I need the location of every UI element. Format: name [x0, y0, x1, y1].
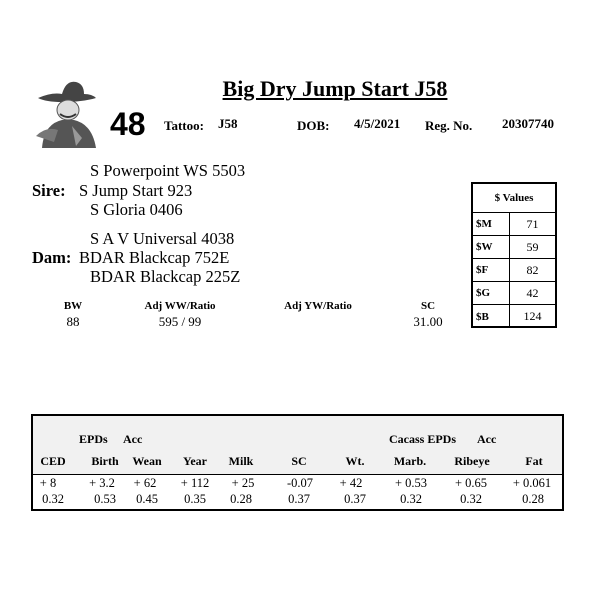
epd-value-year: + 112	[180, 476, 210, 490]
epd-value-ced: + 8	[39, 476, 57, 490]
epd-value-wt: + 42	[339, 476, 363, 490]
dollar-value-row	[473, 259, 555, 282]
dollar-values-table	[471, 182, 557, 328]
acc-value-wt: 0.37	[344, 492, 366, 506]
dob-label: DOB:	[297, 118, 330, 133]
epd-value-milk: + 25	[231, 476, 255, 490]
dollar-value-row	[473, 282, 555, 305]
epd-value-birth: + 3.2	[89, 476, 115, 490]
cowboy-logo-icon	[32, 76, 98, 148]
dam-name: BDAR Blackcap 752E	[79, 248, 230, 267]
dollar-value-row	[473, 305, 555, 328]
dam-sire-name: S A V Universal 4038	[90, 229, 235, 248]
dollar-values-title: $ Values	[473, 184, 555, 213]
col-header-wean: Wean	[132, 454, 162, 468]
dollar-value-row	[473, 236, 555, 259]
col-header-fat: Fat	[525, 454, 543, 468]
dollar-value-row	[473, 213, 555, 236]
adj-ww-header: Adj WW/Ratio	[144, 300, 216, 312]
epd-value-fat: + 0.061	[512, 476, 552, 490]
dollar-value: 59	[526, 239, 539, 254]
sire-sire-name: S Powerpoint WS 5503	[90, 161, 246, 180]
acc-value-ribeye: 0.32	[460, 492, 482, 506]
col-header-sc: SC	[291, 454, 307, 468]
dam-dam-name: BDAR Blackcap 225Z	[90, 267, 241, 286]
acc-value-year: 0.35	[184, 492, 206, 506]
acc-value-marb: 0.32	[400, 492, 422, 506]
adj-yw-header: Adj YW/Ratio	[284, 300, 352, 312]
acc-value-fat: 0.28	[522, 492, 544, 506]
acc-value-milk: 0.28	[230, 492, 252, 506]
acc-value-sc: 0.37	[288, 492, 310, 506]
acc-value-wean: 0.45	[136, 492, 158, 506]
epd-value-sc: -0.07	[286, 476, 314, 490]
col-header-ribeye: Ribeye	[454, 454, 490, 468]
dollar-value-label: $M	[473, 213, 510, 235]
epd-value-ribeye: + 0.65	[454, 476, 488, 490]
epd-value-marb: + 0.53	[394, 476, 428, 490]
col-header-marb: Marb.	[393, 454, 427, 468]
dollar-value-label: $F	[473, 259, 510, 281]
adj-ww-value: 595 / 99	[158, 314, 202, 329]
dollar-value-label: $B	[473, 305, 510, 328]
sire-dam-name: S Gloria 0406	[90, 200, 183, 219]
bw-value: 88	[66, 314, 80, 329]
carcass-acc-label: Acc	[477, 432, 497, 446]
dollar-value-label: $G	[473, 282, 510, 304]
carcass-epds-group-label: Cacass EPDs	[389, 432, 457, 446]
dollar-value-label: $W	[473, 236, 510, 258]
epds-group-label: EPDs	[79, 432, 108, 446]
col-header-wt: Wt.	[345, 454, 365, 468]
tattoo-label: Tattoo:	[164, 118, 204, 133]
dollar-value: 124	[523, 309, 542, 323]
acc-value-birth: 0.53	[94, 492, 116, 506]
col-header-year: Year	[183, 454, 207, 468]
dollar-value: 82	[526, 262, 539, 277]
bw-header: BW	[63, 300, 83, 312]
reg-label: Reg. No.	[425, 118, 473, 133]
animal-name-title: Big Dry Jump Start J58	[222, 76, 448, 101]
epd-value-wean: + 62	[133, 476, 157, 490]
reg-value: 20307740	[502, 116, 554, 131]
col-header-ced: CED	[40, 454, 66, 468]
dob-value: 4/5/2021	[354, 116, 401, 131]
epds-acc-label: Acc	[123, 432, 143, 446]
sire-label: Sire:	[32, 181, 66, 200]
col-header-milk: Milk	[228, 454, 254, 468]
col-header-birth: Birth	[91, 454, 119, 468]
acc-value-ced: 0.32	[42, 492, 64, 506]
dam-label: Dam:	[32, 248, 72, 267]
tattoo-value: J58	[218, 116, 238, 131]
dollar-value: 42	[526, 285, 539, 300]
sc-header: SC	[420, 300, 436, 312]
sire-name: S Jump Start 923	[79, 181, 193, 200]
lot-number: 48	[110, 106, 146, 142]
sc-value: 31.00	[413, 314, 443, 329]
dollar-value: 71	[526, 216, 539, 231]
epd-table	[31, 414, 564, 511]
